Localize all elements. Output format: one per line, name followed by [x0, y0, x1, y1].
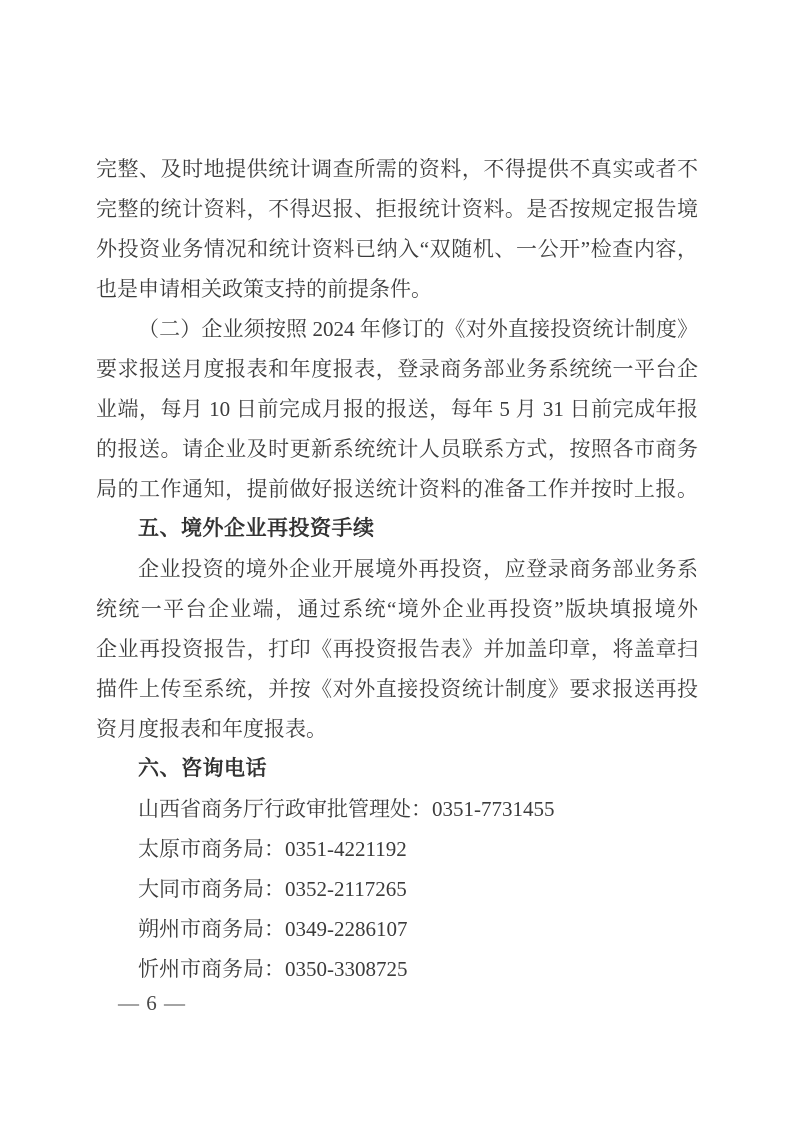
phone-line-taiyuan: 太原市商务局：0351-4221192 [138, 837, 407, 861]
body-line: 业端，每月 10 日前完成月报的报送，每年 5 月 31 日前完成年报 [96, 397, 698, 421]
body-line: 企业再投资报告，打印《再投资报告表》并加盖印章，将盖章扫 [96, 637, 698, 661]
phone-line-xinzhou: 忻州市商务局：0350-3308725 [138, 957, 408, 981]
page-number: — 6 — [118, 991, 186, 1015]
phone-line-shuozhou: 朔州市商务局：0349-2286107 [138, 917, 408, 941]
section-heading-phone: 六、咨询电话 [138, 757, 267, 780]
body-line: 完整、及时地提供统计调查所需的资料，不得提供不真实或者不 [96, 157, 698, 181]
body-line: （二）企业须按照 2024 年修订的《对外直接投资统计制度》 [138, 317, 698, 341]
phone-line-province: 山西省商务厅行政审批管理处：0351-7731455 [138, 797, 555, 821]
body-line: 描件上传至系统，并按《对外直接投资统计制度》要求报送再投 [96, 677, 698, 701]
phone-line-datong: 大同市商务局：0352-2117265 [138, 877, 407, 901]
body-line: 外投资业务情况和统计资料已纳入“双随机、一公开”检查内容， [96, 237, 698, 261]
body-line: 的报送。请企业及时更新系统统计人员联系方式，按照各市商务 [96, 437, 698, 461]
body-line: 统统一平台企业端，通过系统“境外企业再投资”版块填报境外 [96, 597, 698, 621]
section-heading-reinvestment: 五、境外企业再投资手续 [138, 517, 375, 540]
body-line: 企业投资的境外企业开展境外再投资，应登录商务部业务系 [138, 557, 698, 581]
document-body [96, 149, 698, 989]
body-line: 要求报送月度报表和年度报表，登录商务部业务系统统一平台企 [96, 357, 698, 381]
body-line: 资月度报表和年度报表。 [96, 717, 327, 741]
body-line: 局的工作通知，提前做好报送统计资料的准备工作并按时上报。 [96, 477, 698, 501]
body-line: 也是申请相关政策支持的前提条件。 [96, 277, 432, 301]
body-line: 完整的统计资料，不得迟报、拒报统计资料。是否按规定报告境 [96, 197, 698, 221]
